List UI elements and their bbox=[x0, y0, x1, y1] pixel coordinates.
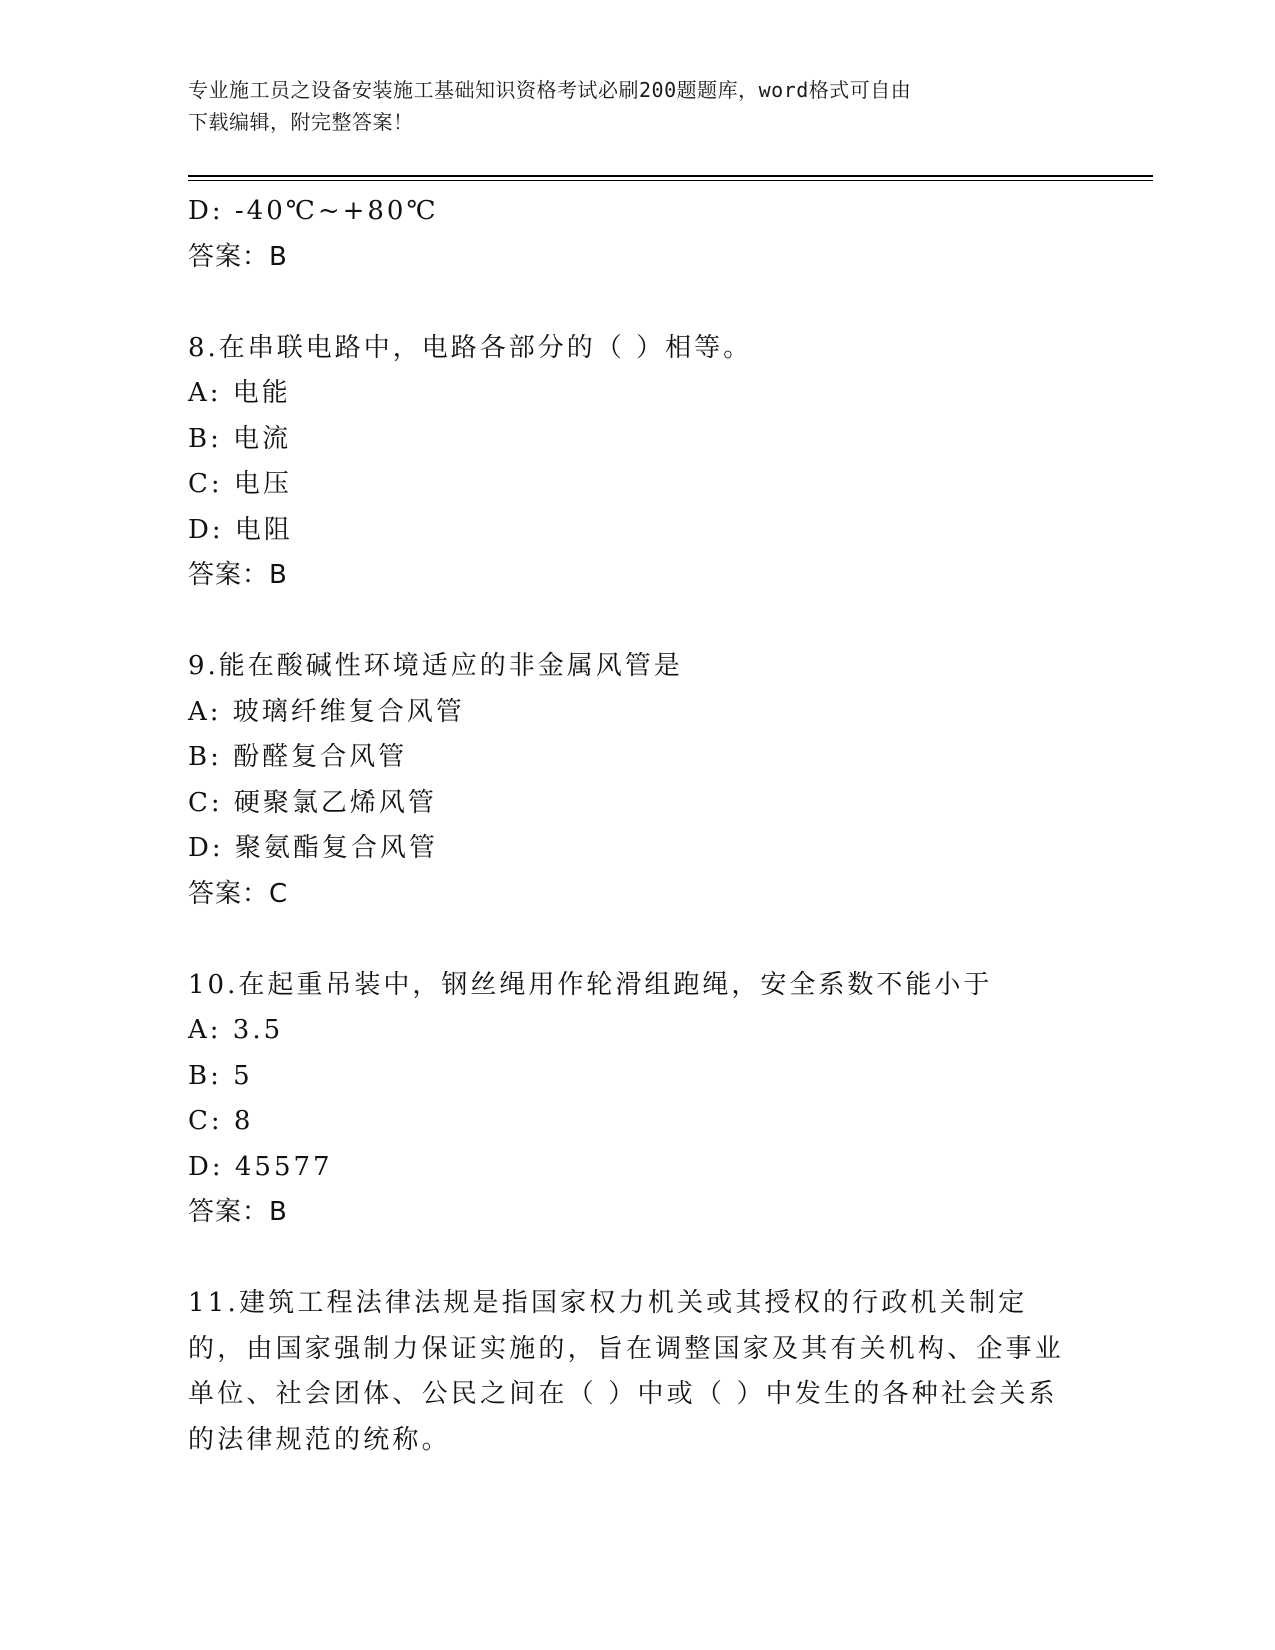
question-9 bbox=[188, 644, 1108, 917]
spacer bbox=[188, 917, 1108, 963]
option-d: D: 电阻 bbox=[188, 514, 293, 545]
question-text: 9.能在酸碱性环境适应的非金属风管是 bbox=[188, 651, 683, 681]
option-a: A: 玻璃纤维复合风管 bbox=[188, 696, 465, 727]
option-c: C: 电压 bbox=[188, 469, 292, 499]
answer-line: 答案：C bbox=[188, 878, 289, 909]
option-a: A: 电能 bbox=[188, 378, 291, 408]
answer-line: 答案：B bbox=[188, 1197, 288, 1227]
spacer bbox=[188, 1236, 1108, 1282]
spacer bbox=[188, 280, 1108, 326]
option-a: A: 3.5 bbox=[188, 1015, 284, 1045]
question-text: 10.在起重吊装中，钢丝绳用作轮滑组跑绳，安全系数不能小于 bbox=[188, 969, 993, 1000]
question-list bbox=[188, 189, 1108, 1463]
option-c: C: 8 bbox=[188, 1106, 254, 1136]
header-title-line-1: 专业施工员之设备安装施工基础知识资格考试必刷200题题库，word格式可自由 bbox=[188, 78, 912, 102]
header-divider-thick bbox=[188, 175, 1153, 177]
option-b: B: 酚醛复合风管 bbox=[188, 742, 408, 772]
question-11 bbox=[188, 1281, 1108, 1463]
question-text: 11.建筑工程法律法规是指国家权力机关或其授权的行政机关制定的，由国家强制力保证实施的，旨在调整国家及其有关机构、企事业单位、社会团体、公民之间在（ ）中或（ ）中发生的各种社会关系的法律规范的统称。 bbox=[188, 1288, 1065, 1455]
header-title-line-2: 下载编辑，附完整答案！ bbox=[188, 110, 414, 134]
question-7-tail bbox=[188, 189, 1108, 280]
option-d: D: 聚氨酯复合风管 bbox=[188, 833, 438, 863]
question-8 bbox=[188, 326, 1108, 599]
answer-line: 答案：B bbox=[188, 241, 288, 272]
question-10 bbox=[188, 963, 1108, 1236]
option-b: B: 5 bbox=[188, 1060, 253, 1091]
document-header bbox=[188, 74, 1068, 138]
option-b: B: 电流 bbox=[188, 423, 292, 454]
option-c: C: 硬聚氯乙烯风管 bbox=[188, 787, 437, 818]
question-text: 8.在串联电路中，电路各部分的（ ）相等。 bbox=[188, 332, 753, 363]
spacer bbox=[188, 599, 1108, 645]
answer-line: 答案：B bbox=[188, 560, 288, 590]
header-divider-thin bbox=[188, 180, 1153, 181]
option-d: D: 45577 bbox=[188, 1151, 333, 1182]
option-d: D: -40℃~+80℃ bbox=[188, 196, 439, 226]
